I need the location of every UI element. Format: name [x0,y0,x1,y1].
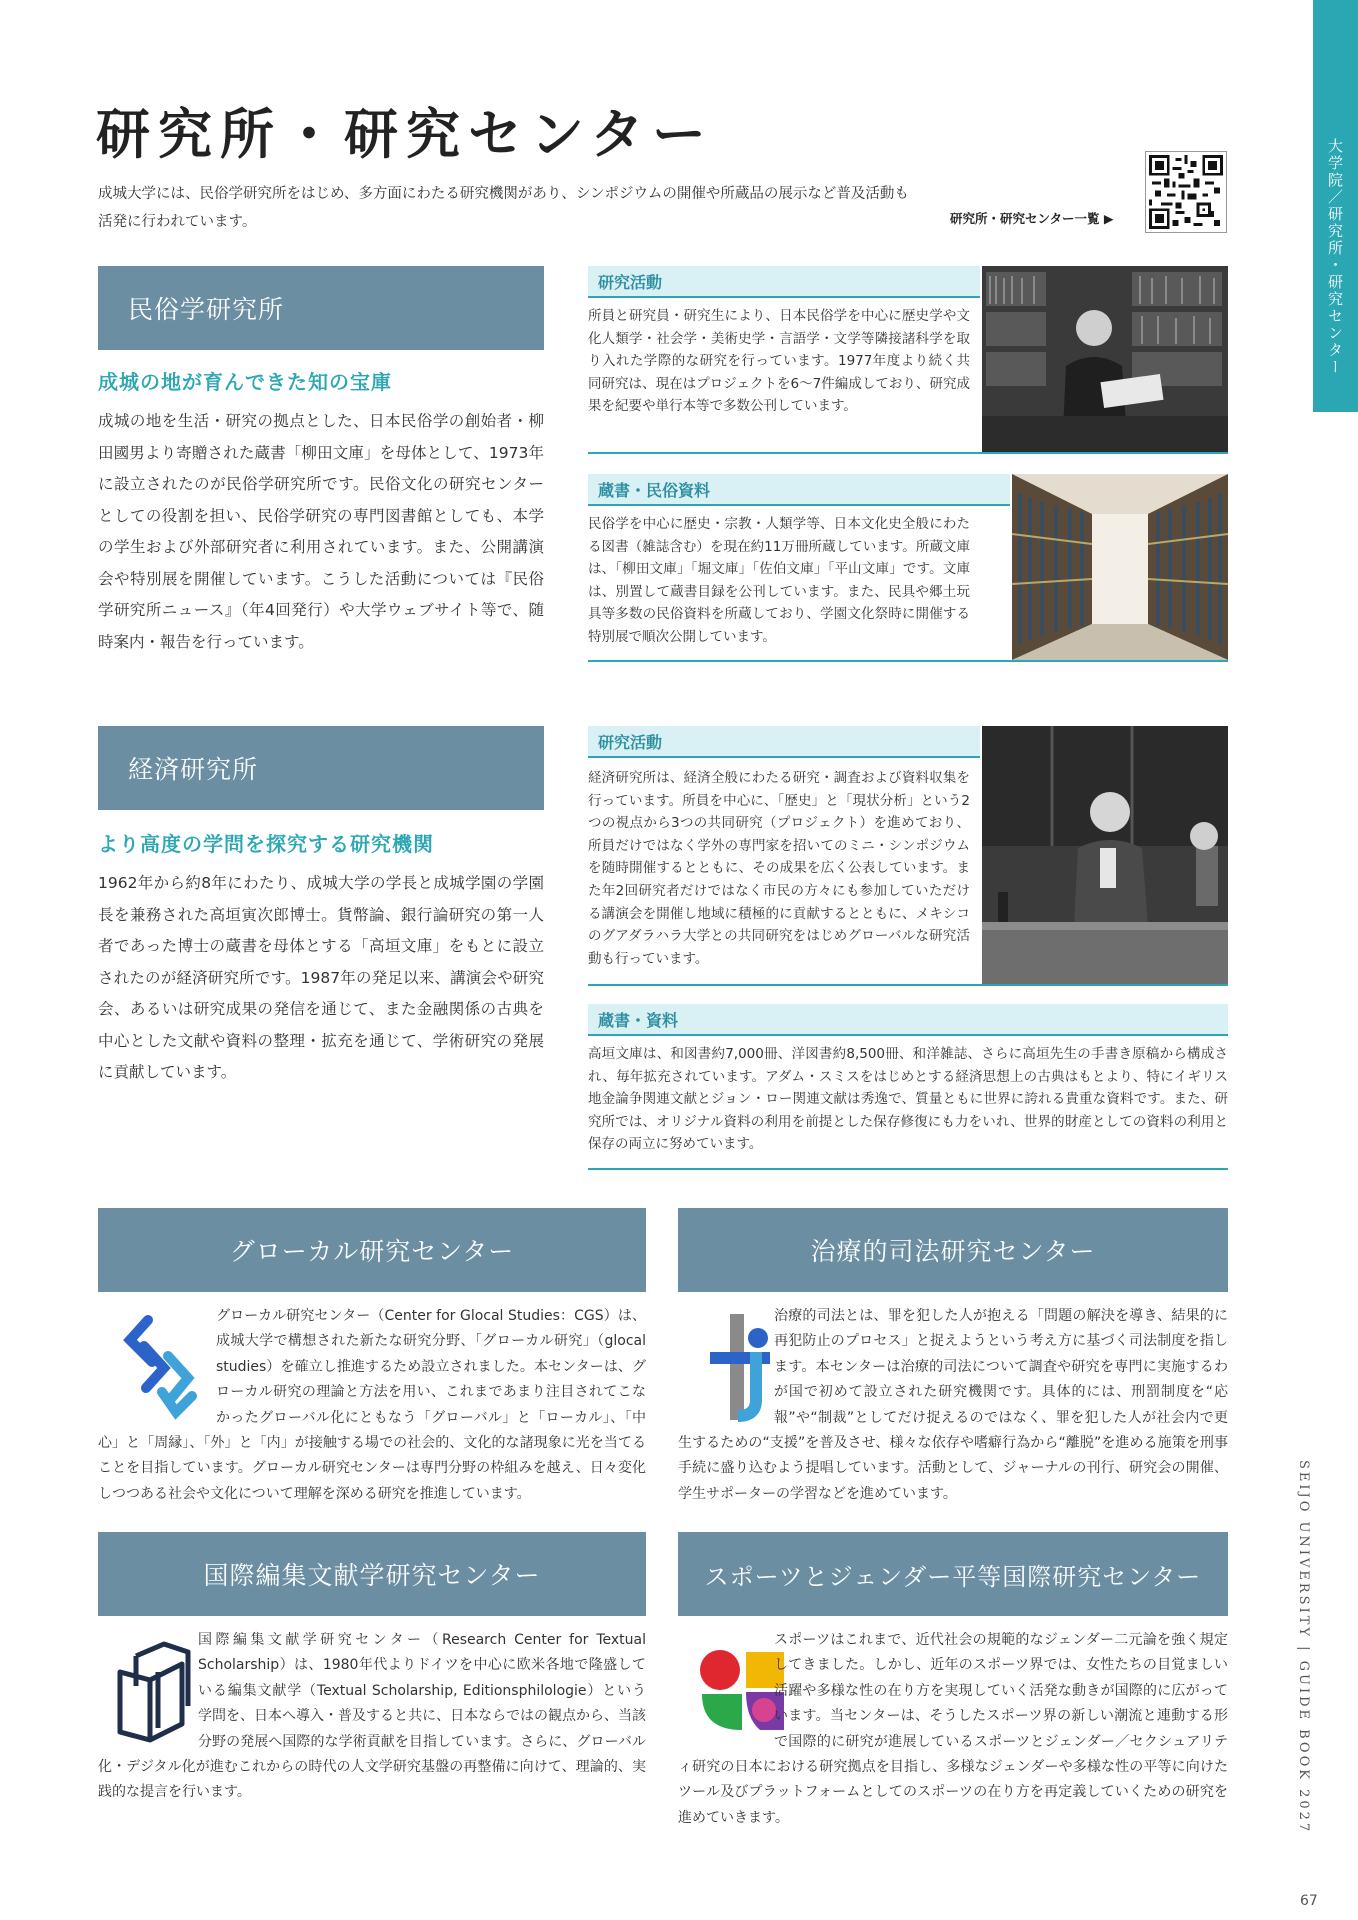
intro-text: 成城大学には、民俗学研究所をはじめ、多方面にわたる研究機関があり、シンポジウムの開催や所蔵品の展示など普及活動も活発に行われています。 [98,186,909,230]
sports-heading: スポーツとジェンダー平等国際研究センター [704,1562,1202,1591]
divider [588,1168,1228,1170]
folklore-collection-label: 蔵書・民俗資料 [588,474,1010,504]
glocal-body: グローカル研究センター（Center for Glocal Studies：CGS）は、成城大学で構想された新たな研究分野、「グローカル研究」（glocal studies）を確立し推進するため設立されました。本センターは、グローカル研究の理論と方法を用い、これまであまり注目されてこなかったグローバル化にともなう「グローバル」と「ローカル」、「中心」と「周縁」、「外」と「内」が接触する場での社会的、文化的な諸現象に光を当てることを目指しています。グローカル研究センターは専門分野の枠組みを越え、日々変化しつつある社会や文化について理解を深める研究を推進しています。 [98,1304,646,1507]
logo-spacer [98,1304,216,1420]
therapeutic-body: 治療的司法とは、罪を犯した人が抱える「問題の解決を導き、結果的に再犯防止のプロセス」と捉えようという考え方に基づく司法制度を指します。本センターは治療的司法について調査や研究を専門に実施するわが国で初めて設立された研究機関です。具体的には、刑罰制度を“応報”や“制裁”としてだけ捉えるのではなく、罪を犯した人が社会内で更生するための“支援”を普及させ、様々な依存や嗜癖行為から“離脱”を進める施策を刑事手続に盛り込むよう提唱しています。活動として、ジャーナルの刊行、研究会の開催、学生サポーターの学習などを進めています。 [678,1304,1228,1507]
divider [588,756,980,758]
institutes-list-link[interactable]: 研究所・研究センター一覧 ▶ [950,211,1114,226]
sports-heading-bar [678,1532,1228,1616]
lecturer-photo [982,726,1228,984]
economics-subheading: より高度の学問を探究する研究機関 [98,832,434,856]
glocal-heading: グローカル研究センター [229,1237,515,1266]
textual-body: 国際編集文献学研究センター（Research Center for Textual Scholarship）は、1980年代よりドイツを中心に欧米各地で隆盛している編集文献学（Textual Scholarship, Editionsphilologie）という学問を、日本へ導入・普及すると共に、日本ならではの観点から、当該分野の発展へ国際的な学術貢献を目指しています。さらに、グローバル化・デジタル化が進むこれからの時代の人文学研究基盤の再整備に向けて、理論的、実践的な提言を行います。 [98,1628,646,1806]
divider [588,504,1010,506]
section-side-tab [1313,0,1358,412]
divider [588,1034,1228,1036]
logo-spacer [678,1628,774,1744]
folklore-heading: 民俗学研究所 [128,295,285,324]
folklore-body: 成城の地を生活・研究の拠点とした、日本民俗学の創始者・柳田國男より寄贈された蔵書「柳田文庫」を母体として、1973年に設立されたのが民俗学研究所です。民俗文化の研究センターとしての役割を担い、民俗学研究の専門図書館としても、本学の学生および外部研究者に利用されています。また、公開講演会や特別展を開催しています。こうした活動については『民俗学研究所ニュース』（年4回発行）や大学ウェブサイト等で、随時案内・報告を行っています。 [98,412,544,651]
economics-collection-label: 蔵書・資料 [588,1004,1228,1034]
therapeutic-heading: 治療的司法研究センター [810,1237,1096,1266]
folklore-heading-bar [98,266,544,350]
economics-heading: 経済研究所 [128,755,259,784]
economics-collection-body: 高垣文庫は、和図書約7,000冊、洋図書約8,500冊、和洋雑誌、さらに高垣先生の手書き原稿から構成され、毎年拡充されています。アダム・スミスをはじめとする経済思想上の古典はもとより、特にイギリス地金論争関連文献とジョン・ロー関連文献は秀逸で、質量ともに世界に誇れる貴重な資料です。また、研究所では、オリジナル資料の利用を前提とした保存修復にも力をいれ、世界的財産としての資料の利用と保存の両立に努めています。 [588,1046,1228,1153]
logo-spacer [98,1628,198,1744]
textual-heading-bar [98,1532,646,1616]
divider [588,296,980,298]
sports-body: スポーツはこれまで、近代社会の規範的なジェンダー二元論を強く規定してきました。しかし、近年のスポーツ界では、女性たちの目覚ましい活躍や多様な性の在り方を実現していく活発な動きが国際的に広がっています。当センターは、そうしたスポーツ界の新しい潮流と連動する形で国際的に研究が進展しているスポーツとジェンダー／セクシュアリティ研究の日本における研究拠点を目指し、多様なジェンダーや多様な性の平等に向けたツール及びプラットフォームとしてのスポーツの在り方を再定義していくための研究を進めていきます。 [678,1628,1228,1831]
folklore-subheading: 成城の地が育んできた知の宝庫 [98,370,392,394]
page-number: 67 [1300,1893,1318,1909]
library-stacks-photo [1012,474,1228,660]
divider [588,452,1228,454]
folklore-activity-label: 研究活動 [588,266,980,296]
therapeutic-heading-bar [678,1208,1228,1292]
divider [588,984,1228,986]
economics-activity-body: 経済研究所は、経済全般にわたる研究・調査および資料収集を行っています。所員を中心に、「歴史」と「現状分析」という2つの視点から3つの共同研究（プロジェクト）を進めており、所員だけではなく学外の専門家を招いてのミニ・シンポジウムを随時開催するとともに、その成果を広く公表しています。また年2回研究者だけではなく市民の方々にも参加していただける講演会を開催し地域に積極的に貢献するとともに、メキシコのグアダラハラ大学との共同研究をはじめグローバルな研究活動も行っています。 [588,770,970,967]
textual-heading: 国際編集文献学研究センター [203,1561,541,1590]
page-title: 研究所・研究センター [96,103,714,166]
qr-code-icon[interactable] [1145,151,1227,233]
folklore-collection-body: 民俗学を中心に歴史・宗教・人類学等、日本文化史全般にわたる図書（雑誌含む）を現在約11万冊所蔵しています。所蔵文庫は、「柳田文庫」「堀文庫」「佐伯文庫」「平山文庫」です。文庫は、別置して蔵書目録を公刊しています。また、民具や郷土玩具等多数の民俗資料を所蔵しており、学園文化祭時に開催する特別展で順次公開しています。 [588,516,970,645]
scholar-reading-photo [982,266,1228,452]
folklore-activity-body: 所員と研究員・研究生により、日本民俗学を中心に歴史学や文化人類学・社会学・美術史学・言語学・文学等隣接諸科学を取り入れた学際的な研究を行っています。1977年度より続く共同研究は、現在はプロジェクトを6〜7件編成しており、研究成果を紀要や単行本等で多数公刊しています。 [588,308,970,415]
divider [588,660,1228,662]
guidebook-footer: SEIJO UNIVERSITY | GUIDE BOOK 2027 [1296,1460,1311,1835]
logo-spacer [678,1304,774,1420]
economics-body: 1962年から約8年にわたり、成城大学の学長と成城学園の学園長を兼務された高垣寅次郎博士。貨幣論、銀行論研究の第一人者であった博士の蔵書を母体とする「高垣文庫」をもとに設立されたのが経済研究所です。1987年の発足以来、講演会や研究会、あるいは研究成果の発信を通じて、また金融関係の古典を中心とした文献や資料の整理・拡充を通じて、学術研究の発展に貢献しています。 [98,874,544,1081]
side-tab-label: 大学院／研究所・研究センター [1326,138,1344,376]
economics-heading-bar [98,726,544,810]
glocal-heading-bar [98,1208,646,1292]
economics-activity-label: 研究活動 [588,726,980,756]
